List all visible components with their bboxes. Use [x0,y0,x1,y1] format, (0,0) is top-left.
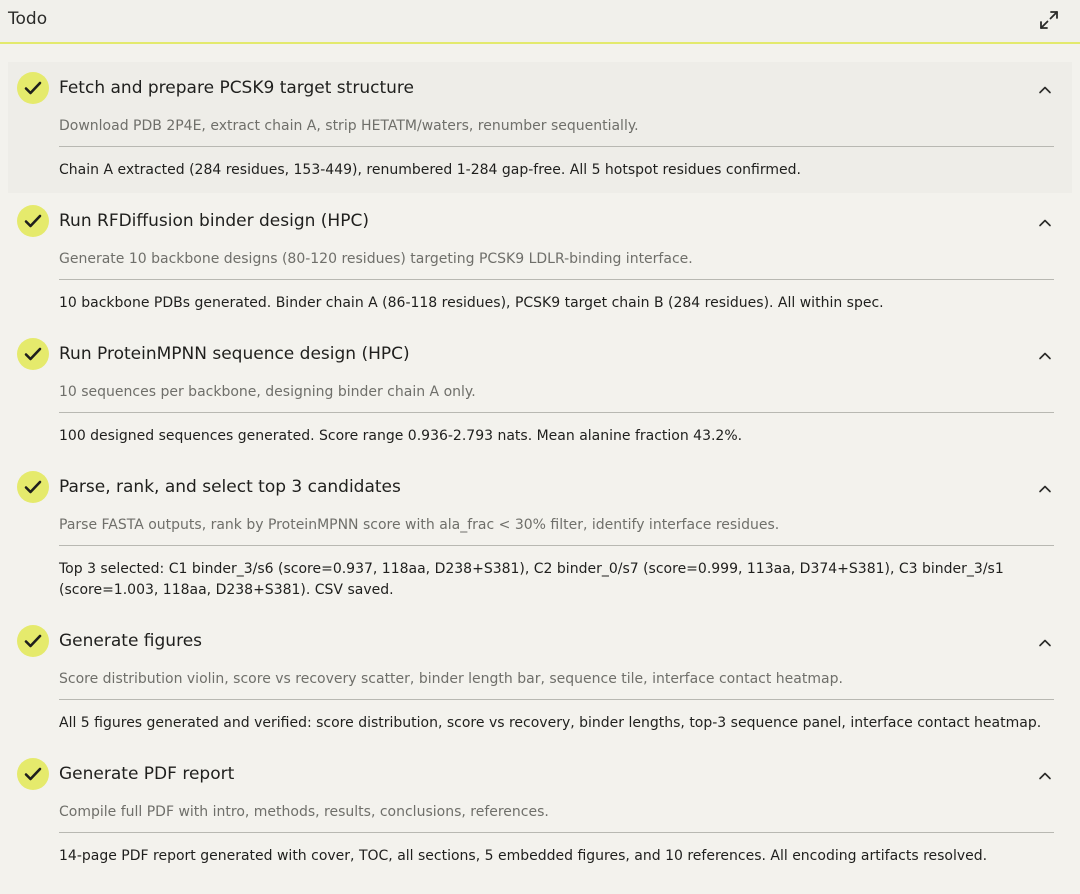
todo-result: 14-page PDF report generated with cover, TOC, all sections, 5 embedded figures, and 10 references. All encoding artifacts resolved. [59,848,988,864]
check-circle-icon [17,72,49,104]
todo-title: Generate figures [59,631,203,651]
divider [59,699,1054,700]
todo-result: Chain A extracted (284 residues, 153-449), renumbered 1-284 gap-free. All 5 hotspot residues confirmed. [59,162,801,178]
todo-result: 10 backbone PDBs generated. Binder chain A (86-118 residues), PCSK9 target chain B (284 residues). All within spec. [59,295,884,311]
todo-title: Generate PDF report [59,764,235,784]
check-circle-icon [17,471,49,503]
chevron-up-icon[interactable] [1038,768,1052,782]
panel-title: Todo [8,9,48,29]
todo-result: Top 3 selected: C1 binder_3/s6 (score=0.937, 118aa, D238+S381), C2 binder_0/s7 (score=0.999, 113aa, D374+S381), C3 binder_3/s1 (score=1.003, 118aa, D238+S381). CSV saved. [59,561,1004,598]
todo-title: Parse, rank, and select top 3 candidates [59,477,401,497]
todo-title: Fetch and prepare PCSK9 target structure [59,78,414,98]
check-circle-icon [17,625,49,657]
divider [59,545,1054,546]
todo-item[interactable] [8,328,1072,461]
divider [59,412,1054,413]
check-circle-icon [17,758,49,790]
expand-icon[interactable] [1037,8,1061,32]
todo-item[interactable] [8,62,1072,193]
todo-item[interactable] [8,461,1072,615]
todo-item[interactable] [8,195,1072,328]
todo-description: Download PDB 2P4E, extract chain A, strip HETATM/waters, renumber sequentially. [59,118,639,134]
todo-description: Parse FASTA outputs, rank by ProteinMPNN score with ala_frac < 30% filter, identify interface residues. [59,517,780,533]
chevron-up-icon[interactable] [1038,635,1052,649]
chevron-up-icon[interactable] [1038,215,1052,229]
check-circle-icon [17,205,49,237]
todo-title: Run ProteinMPNN sequence design (HPC) [59,344,410,364]
todo-description: Compile full PDF with intro, methods, results, conclusions, references. [59,804,549,820]
todo-result: 100 designed sequences generated. Score range 0.936-2.793 nats. Mean alanine fraction 43.2%. [59,428,743,444]
todo-title: Run RFDiffusion binder design (HPC) [59,211,369,231]
todo-description: Generate 10 backbone designs (80-120 residues) targeting PCSK9 LDLR-binding interface. [59,251,693,267]
chevron-up-icon[interactable] [1038,348,1052,362]
todo-list [0,62,1080,881]
divider [59,832,1054,833]
check-circle-icon [17,338,49,370]
chevron-up-icon[interactable] [1038,481,1052,495]
divider [59,146,1054,147]
todo-item[interactable] [8,748,1072,881]
chevron-up-icon[interactable] [1038,82,1052,96]
divider [59,279,1054,280]
todo-description: Score distribution violin, score vs recovery scatter, binder length bar, sequence tile, interface contact heatmap. [59,671,843,687]
todo-header [0,0,1080,44]
todo-description: 10 sequences per backbone, designing binder chain A only. [59,384,476,400]
todo-item[interactable] [8,615,1072,748]
todo-result: All 5 figures generated and verified: score distribution, score vs recovery, binder lengths, top-3 sequence panel, interface contact heatmap. [59,715,1042,731]
